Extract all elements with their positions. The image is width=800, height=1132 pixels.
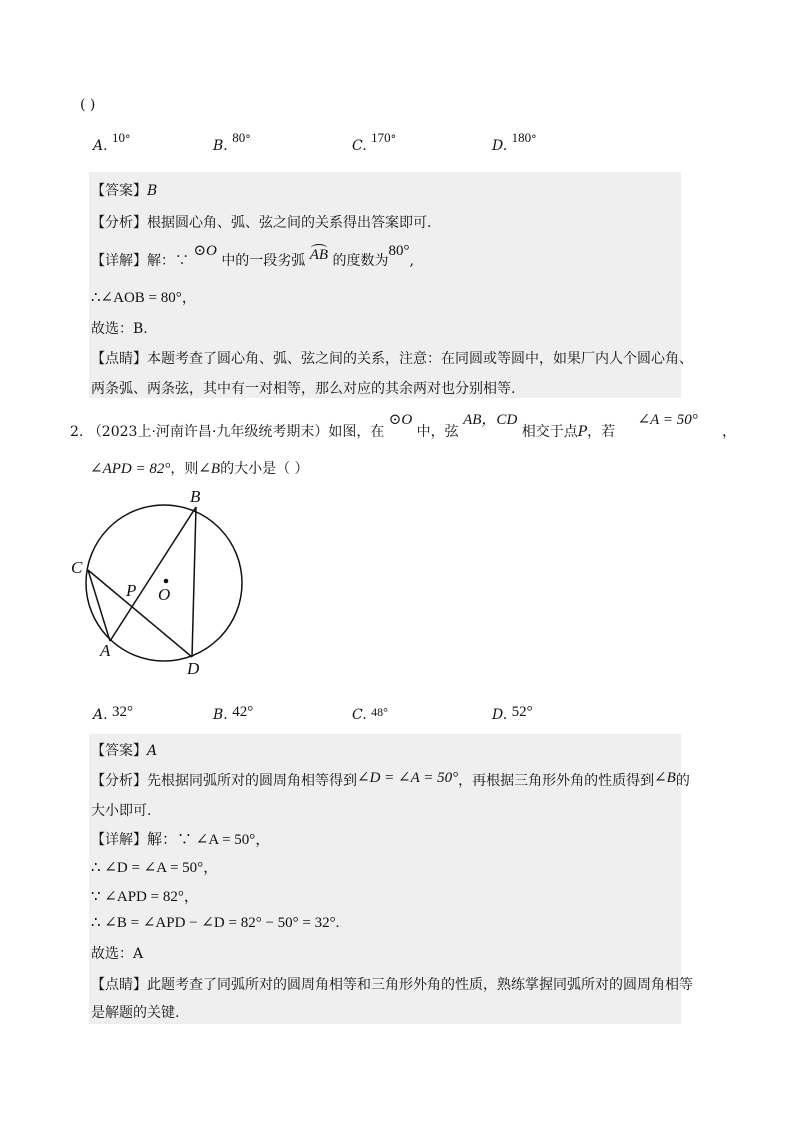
- q2-analysis-line2: 大小即可.: [91, 803, 152, 819]
- detail-tag: 【详解】: [91, 832, 147, 848]
- option-letter: A.: [93, 138, 108, 154]
- analysis-text: ，再根据三角形外角的性质得到: [458, 773, 655, 789]
- option-letter: D.: [492, 138, 508, 154]
- degree-value: 80°: [388, 243, 410, 259]
- angle-apd-given: ∠APD = 82°: [90, 461, 171, 477]
- circle-o-symbol: ⊙O: [388, 412, 413, 428]
- q1-detail-line2: ∴∠AOB = 80°，: [91, 290, 197, 306]
- answer-value: A: [147, 743, 158, 759]
- option-value: 48°: [371, 705, 388, 719]
- option-value: 42°: [232, 704, 254, 720]
- q2-analysis-line1: [91, 770, 690, 790]
- q1-analysis-line: [91, 212, 431, 232]
- comment-text: 此题考查了同弧所对的圆周角相等和三角形外角的性质，熟练掌握同弧所对的圆周角相等: [147, 977, 693, 993]
- q2-comment-line1: [91, 974, 693, 994]
- q1-option-c[interactable]: [352, 130, 397, 154]
- q1-detail-line: [91, 243, 414, 270]
- option-value: 10: [112, 130, 126, 145]
- chord-ab: [110, 507, 196, 641]
- center-point: [164, 579, 169, 584]
- segment-bd: [192, 507, 196, 657]
- analysis-tag: 【分析】: [91, 215, 147, 231]
- label-d: D: [187, 659, 200, 678]
- stem-text: ，则: [170, 461, 199, 477]
- q2-comment-line2: 是解题的关键.: [91, 1005, 180, 1021]
- q2-stem-line2: [90, 458, 309, 478]
- q2-option-a[interactable]: [93, 704, 134, 724]
- detail-text: 解：∵ ∠A = 50°，: [147, 832, 271, 848]
- comment-tag: 【点睛】: [91, 351, 147, 367]
- q2-detail-line3: ∵ ∠APD = 82°，: [91, 889, 199, 905]
- q2-detail-line5: 故选：A: [91, 946, 144, 962]
- label-b: B: [190, 487, 201, 506]
- option-letter: B.: [213, 707, 228, 723]
- degree-mark: °: [125, 133, 131, 146]
- comment-text: 本题考查了圆心角、弧、弦之间的关系，注意：在同圆或等圆中，如果厂内人个圆心角、: [147, 351, 693, 367]
- q2-detail-line4: ∴ ∠B = ∠APD − ∠D = 82° − 50° = 32°.: [91, 915, 340, 931]
- label-a: A: [100, 641, 111, 660]
- detail-text: 解：∵: [147, 253, 189, 269]
- detail-text: ,: [409, 253, 414, 269]
- q1-option-b[interactable]: [213, 130, 251, 154]
- question-number: 2.: [70, 424, 84, 440]
- label-p: P: [126, 581, 137, 600]
- label-o: O: [158, 585, 171, 604]
- q1-answer-paren: ( ): [80, 97, 96, 113]
- stem-text: 相交于点: [521, 424, 578, 440]
- degree-mark: °: [531, 133, 537, 146]
- q1-comment-line1: [91, 348, 693, 368]
- answer-tag: 【答案】: [91, 743, 147, 759]
- q1-answer-line: [91, 180, 157, 200]
- option-value: 32°: [112, 704, 134, 720]
- angle-d-eq-a: ∠D = ∠A = 50°: [357, 770, 459, 786]
- stem-text: （2023上·河南许昌·九年级统考期末）如图，在: [87, 424, 385, 440]
- option-letter: C.: [352, 707, 367, 723]
- detail-text: 的度数为: [332, 253, 389, 269]
- q1-option-d[interactable]: [492, 130, 537, 154]
- q1-option-a[interactable]: [93, 130, 131, 154]
- detail-text: 中的一段劣弧: [221, 253, 306, 269]
- circle-o-symbol: ⊙O: [193, 243, 217, 259]
- option-value: 52°: [511, 704, 533, 720]
- detail-tag: 【详解】: [91, 253, 147, 269]
- arc-ab: AB: [309, 247, 329, 263]
- answer-value: B: [147, 183, 158, 199]
- option-value: 180: [511, 130, 532, 145]
- analysis-text: 根据圆心角、弧、弦之间的关系得出答案即可.: [147, 215, 432, 231]
- circle-figure: [66, 484, 256, 680]
- analysis-text: 的: [675, 773, 690, 789]
- comment-tag: 【点睛】: [91, 977, 147, 993]
- q2-option-d[interactable]: [492, 704, 533, 724]
- q2-detail-line2: ∴ ∠D = ∠A = 50°，: [91, 860, 219, 876]
- angle-b-target: ∠B: [198, 461, 221, 477]
- angle-a-given: ∠A = 50°: [637, 412, 698, 428]
- q2-option-b[interactable]: [213, 704, 254, 724]
- option-value: 170: [371, 130, 391, 145]
- stem-comma: ，: [722, 424, 737, 440]
- degree-mark: °: [390, 133, 397, 146]
- analysis-text: 先根据同弧所对的圆周角相等得到: [147, 773, 357, 789]
- stem-text: 的大小是（ ）: [220, 461, 309, 477]
- segment-ca: [88, 570, 110, 641]
- option-letter: D.: [492, 707, 508, 723]
- option-letter: A.: [93, 707, 108, 723]
- q1-solution-box: [89, 172, 693, 398]
- q1-comment-line2: 两条弧、两条弦，其中有一对相等，那么对应的其余两对也分别相等.: [91, 381, 516, 397]
- q2-detail-line1: [91, 828, 270, 849]
- label-c: C: [71, 558, 83, 577]
- degree-mark: °: [245, 133, 251, 146]
- q2-option-c[interactable]: [352, 707, 388, 723]
- stem-text: ，若: [587, 424, 616, 440]
- option-value: 80: [232, 130, 246, 145]
- point-p: P: [577, 424, 588, 440]
- q2-stem-line1: [70, 412, 737, 441]
- option-letter: B.: [213, 138, 228, 154]
- stem-text: 中，弦: [416, 424, 459, 440]
- q1-detail-line3: 故选：B.: [91, 321, 148, 337]
- q2-answer-line: [91, 740, 157, 760]
- angle-b-ref: ∠B: [654, 770, 676, 786]
- q2-solution-box: [89, 734, 693, 1024]
- answer-tag: 【答案】: [91, 183, 147, 199]
- chords-ab-cd: AB，CD: [463, 412, 518, 428]
- analysis-tag: 【分析】: [91, 773, 147, 789]
- option-letter: C.: [352, 138, 367, 154]
